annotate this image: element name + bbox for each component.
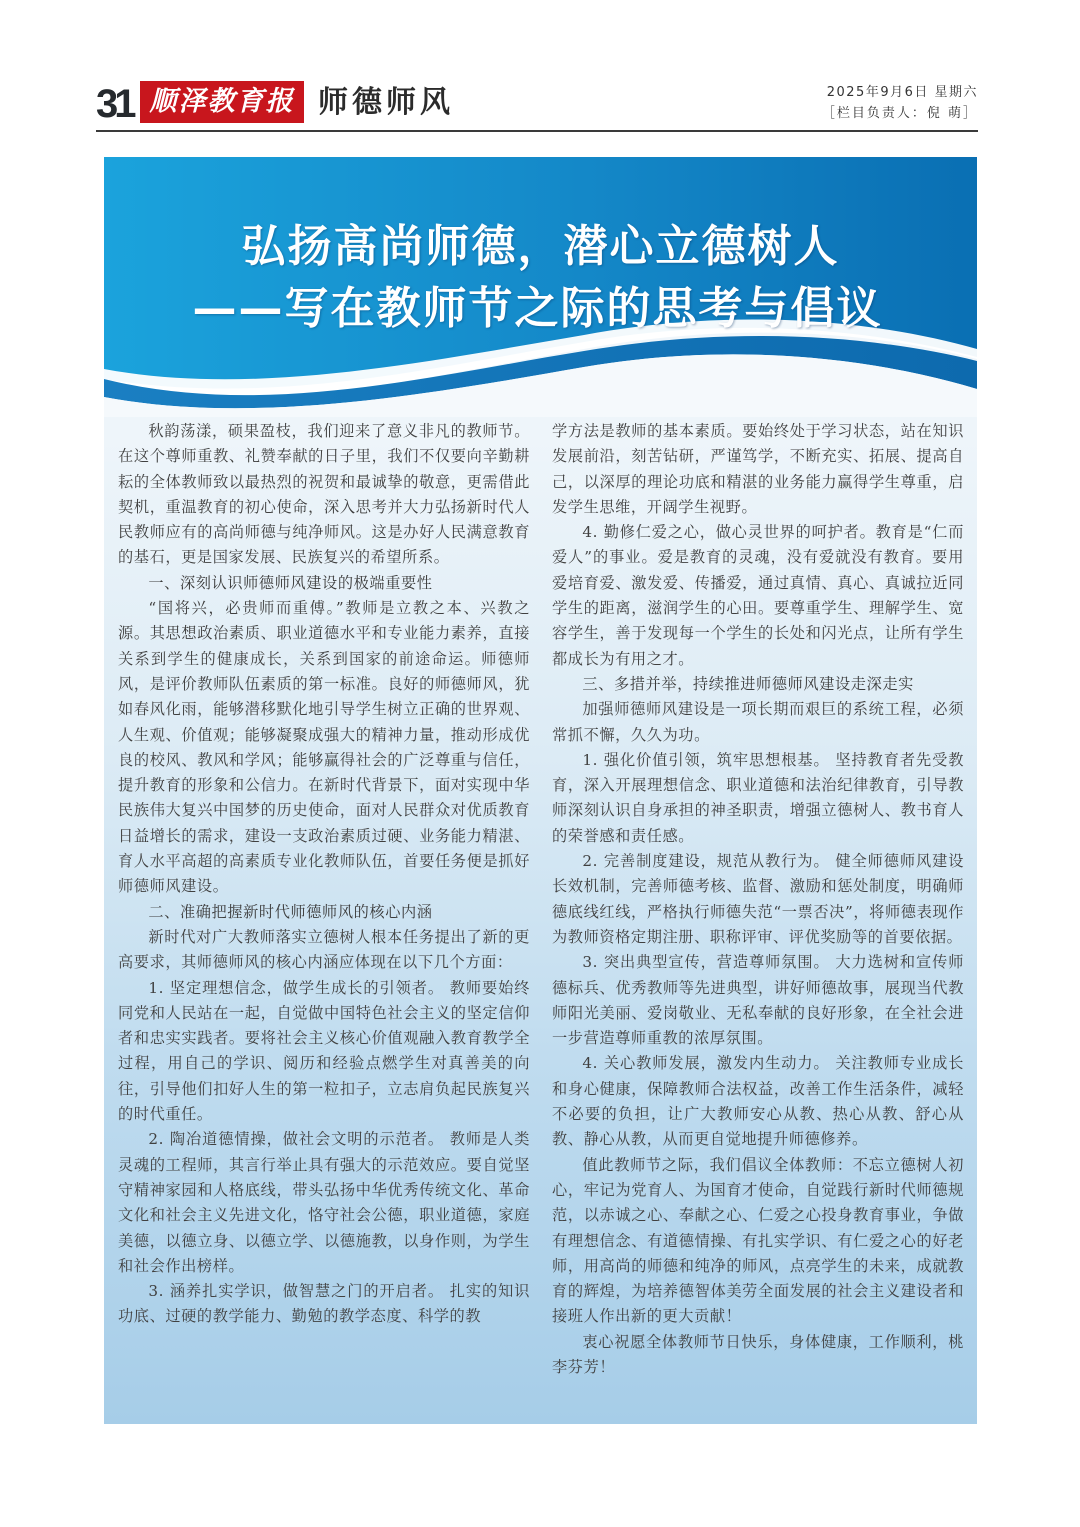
section-heading: 二、准确把握新时代师德师风的核心内涵	[148, 902, 433, 921]
body-paragraph: 3. 涵养扎实学识，做智慧之门的开启者。 扎实的知识功底、过硬的教学能力、勤勉的教学态度、科学的教	[118, 1282, 530, 1326]
body-paragraph: 2. 陶冶道德情操，做社会文明的示范者。 教师是人类灵魂的工程师，其言行举止具有强大的示范效应。要自觉坚守精神家园和人格底线，带头弘扬中华优秀传统文化、革命文化和社会主义先进文化，恪守社会公德，职业道德，家庭美德，以德立身、以德立学、以德施教，以身作则，为学生和社会作出榜样。	[118, 1130, 530, 1275]
masthead-divider	[96, 130, 978, 132]
body-paragraph: 1. 强化价值引领，筑牢思想根基。 坚持教育者先受教育，深入开展理想信念、职业道德和法治纪律教育，引导教师深刻认识自身承担的神圣职责，增强立德树人、教书育人的荣誉感和责任感。	[552, 750, 964, 845]
body-paragraph: 3. 突出典型宣传，营造尊师氛围。 大力选树和宣传师德标兵、优秀教师等先进典型，讲好师德故事，展现当代教师阳光美丽、爱岗敬业、无私奉献的良好形象，在全社会进一步营造尊师重教的浓厚氛围。	[552, 953, 964, 1048]
body-paragraph: 学方法是教师的基本素质。要始终处于学习状态，站在知识发展前沿，刻苦钻研，严谨笃学，不断充实、拓展、提高自己，以深厚的理论功底和精湛的业务能力赢得学生尊重，启发学生思维，开阔学生视野。	[552, 422, 964, 516]
left-column	[118, 419, 530, 1380]
section-title: 师德师风	[318, 85, 454, 120]
right-column	[552, 419, 964, 1380]
body-paragraph: 4. 关心教师发展，激发内生动力。 关注教师专业成长和身心健康，保障教师合法权益，改善工作生活条件，减轻不必要的负担，让广大教师安心从教、热心从教、舒心从教、静心从教，从而更自觉地提升师德修养。	[552, 1054, 964, 1149]
body-paragraph: 2. 完善制度建设，规范从教行为。 健全师德师风建设长效机制，完善师德考核、监督、激励和惩处制度，明确师德底线红线，严格执行师德失范“一票否决”，将师德表现作为教师资格定期注册、职称评审、评优奖励等的首要依据。	[552, 852, 964, 946]
section-heading: 一、深刻认识师德师风建设的极端重要性	[148, 573, 433, 592]
body-paragraph: 新时代对广大教师落实立德树人根本任务提出了新的更高要求，其师德师风的核心内涵应体现在以下几个方面：	[118, 927, 530, 972]
body-paragraph: 加强师德师风建设是一项长期而艰巨的系统工程，必须常抓不懈，久久为功。	[552, 700, 964, 744]
title-banner	[104, 157, 977, 417]
column-editor: ［栏目负责人：倪 萌］	[821, 106, 978, 121]
body-paragraph: 4. 勤修仁爱之心，做心灵世界的呵护者。教育是“仁而爱人”的事业。爱是教育的灵魂，没有爱就没有教育。要用爱培育爱、激发爱、传播爱，通过真情、真心、真诚拉近同学生的距离，滋润学生的心田。要尊重学生、理解学生、宽容学生，善于发现每一个学生的长处和闪光点，让所有学生都成长为有用之才。	[552, 523, 964, 668]
article	[104, 157, 977, 1424]
body-paragraph: 值此教师节之际，我们倡议全体教师：不忘立德树人初心，牢记为党育人、为国育才使命，自觉践行新时代师德规范，以赤诚之心、奉献之心、仁爱之心投身教育事业，争做有理想信念、有道德情操、有扎实学识、有仁爱之心的好老师，用高尚的师德和纯净的师风，点亮学生的未来，成就教育的辉煌，为培养德智体美劳全面发展的社会主义建设者和接班人作出新的更大贡献！	[552, 1155, 964, 1326]
newspaper-logo: 顺泽教育报	[140, 81, 304, 123]
title-main: 弘扬高尚师德，潜心立德树人	[241, 221, 840, 273]
article-body	[118, 419, 964, 1380]
page-number: 31	[96, 82, 133, 126]
masthead	[96, 78, 978, 128]
issue-date: 2025年9月6日 星期六	[826, 85, 978, 100]
section-heading: 三、多措并举，持续推进师德师风建设走深走实	[582, 674, 914, 693]
body-paragraph: 秋韵荡漾，硕果盈枝，我们迎来了意义非凡的教师节。在这个尊师重教、礼赞奉献的日子里，我们不仅要向辛勤耕耘的全体教师致以最热烈的祝贺和最诚挚的敬意，更需借此契机，重温教育的初心使命，深入思考并大力弘扬新时代人民教师应有的高尚师德与纯净师风。这是办好人民满意教育的基石，更是国家发展、民族复兴的希望所系。	[118, 422, 530, 567]
body-paragraph: 1. 坚定理想信念，做学生成长的引领者。 教师要始终同党和人民站在一起，自觉做中国特色社会主义的坚定信仰者和忠实实践者。要将社会主义核心价值观融入教育教学全过程，用自己的学识、阅历和经验点燃学生对真善美的向往，引导他们扣好人生的第一粒扣子，立志肩负起民族复兴的时代重任。	[118, 978, 530, 1124]
title-subtitle: ——写在教师节之际的思考与倡议	[192, 283, 883, 335]
article-title	[104, 216, 977, 340]
body-paragraph: 衷心祝愿全体教师节日快乐，身体健康，工作顺利，桃李芬芳！	[552, 1332, 964, 1376]
body-paragraph: “国将兴，必贵师而重傅。”教师是立教之本、兴教之源。其思想政治素质、职业道德水平和专业能力素养，直接关系到学生的健康成长，关系到国家的前途命运。师德师风，是评价教师队伍素质的第一标准。良好的师德师风，犹如春风化雨，能够潜移默化地引导学生树立正确的世界观、人生观、价值观；能够凝聚成强大的精神力量，推动形成优良的校风、教风和学风；能够赢得社会的广泛尊重与信任，提升教育的形象和公信力。在新时代背景下，面对实现中华民族伟大复兴中国梦的历史使命，面对人民群众对优质教育日益增长的需求，建设一支政治素质过硬、业务能力精湛、育人水平高超的高素质专业化教师队伍，首要任务便是抓好师德师风建设。	[118, 599, 530, 896]
